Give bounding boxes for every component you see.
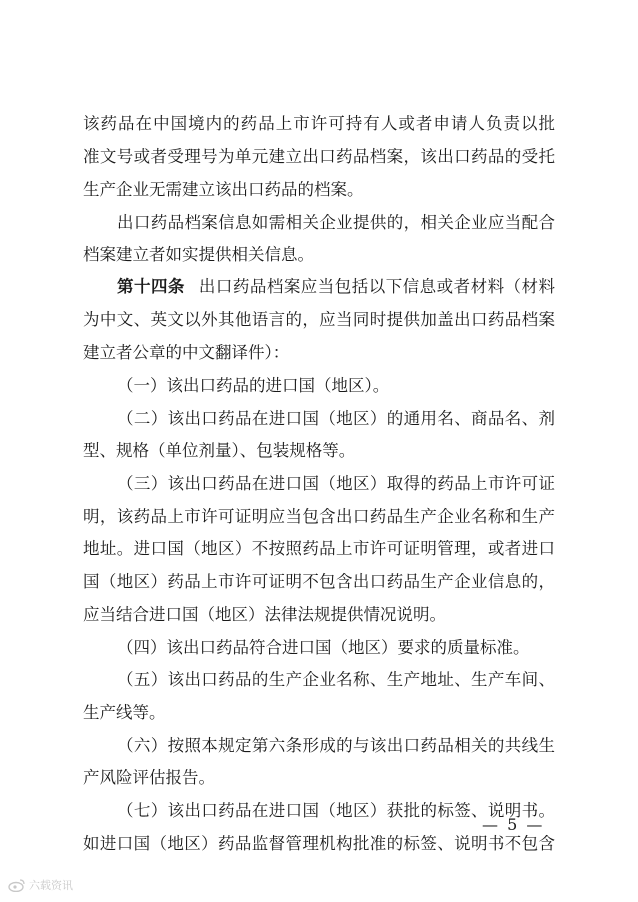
paragraph-line: 型、规格（单位剂量）、包装规格等。 — [83, 441, 356, 460]
article-label: 第十四条 — [117, 277, 185, 296]
paragraph-line: 产风险评估报告。 — [83, 768, 215, 787]
paragraph-line: 建立者公章的中文翻译件）： — [83, 343, 290, 362]
paragraph-line: 该药品在中国境内的药品上市许可持有人或者申请人负责以批 — [83, 114, 555, 133]
list-item-line: （一）该出口药品的进口国（地区）。 — [117, 376, 390, 395]
paragraph-line: 生产企业无需建立该出口药品的档案。 — [83, 180, 364, 199]
list-item-line: （五）该出口药品的生产企业名称、生产地址、生产车间、 — [117, 670, 555, 689]
paragraph-line: 档案建立者如实提供相关信息。 — [83, 245, 314, 264]
list-item-line: （三）该出口药品在进口国（地区）取得的药品上市许可证 — [117, 474, 555, 493]
paragraph-line: 明，该药品上市许可证明应当包含出口药品生产企业名称和生产 — [83, 507, 555, 526]
paragraph-line: 出口药品档案信息如需相关企业提供的，相关企业应当配合 — [117, 213, 555, 232]
weibo-logo-icon — [8, 878, 26, 892]
paragraph-line: 国（地区）药品上市许可证明不包含出口药品生产企业信息的， — [83, 572, 555, 591]
page-number: — 5 — — [482, 815, 545, 834]
article-14-line — [83, 276, 555, 298]
paragraph-line: 生产线等。 — [83, 703, 166, 722]
paragraph-line: 准文号或者受理号为单元建立出口药品档案，该出口药品的受托 — [83, 147, 555, 166]
paragraph-line: 如进口国（地区）药品监督管理机构批准的标签、说明书不包含 — [83, 834, 555, 853]
list-item-line: （六）按照本规定第六条形成的与该出口药品相关的共线生 — [117, 736, 555, 755]
paragraph-line: 应当结合进口国（地区）法律法规提供情况说明。 — [83, 605, 446, 624]
paragraph-line: 为中文、英文以外其他语言的，应当同时提供加盖出口药品档案 — [83, 310, 555, 329]
watermark — [8, 877, 73, 893]
list-item-line: （四）该出口药品符合进口国（地区）要求的质量标准。 — [117, 638, 530, 657]
paragraph-text: 出口药品档案应当包括以下信息或者材料（材料 — [198, 277, 555, 296]
paragraph-line: 地址。进口国（地区）不按照药品上市许可证明管理，或者进口 — [83, 539, 555, 558]
list-item-line: （七）该出口药品在进口国（地区）获批的标签、说明书。 — [117, 801, 555, 820]
list-item-line: （二）该出口药品在进口国（地区）的通用名、商品名、剂 — [117, 409, 555, 428]
watermark-text: 六载资讯 — [29, 879, 73, 892]
